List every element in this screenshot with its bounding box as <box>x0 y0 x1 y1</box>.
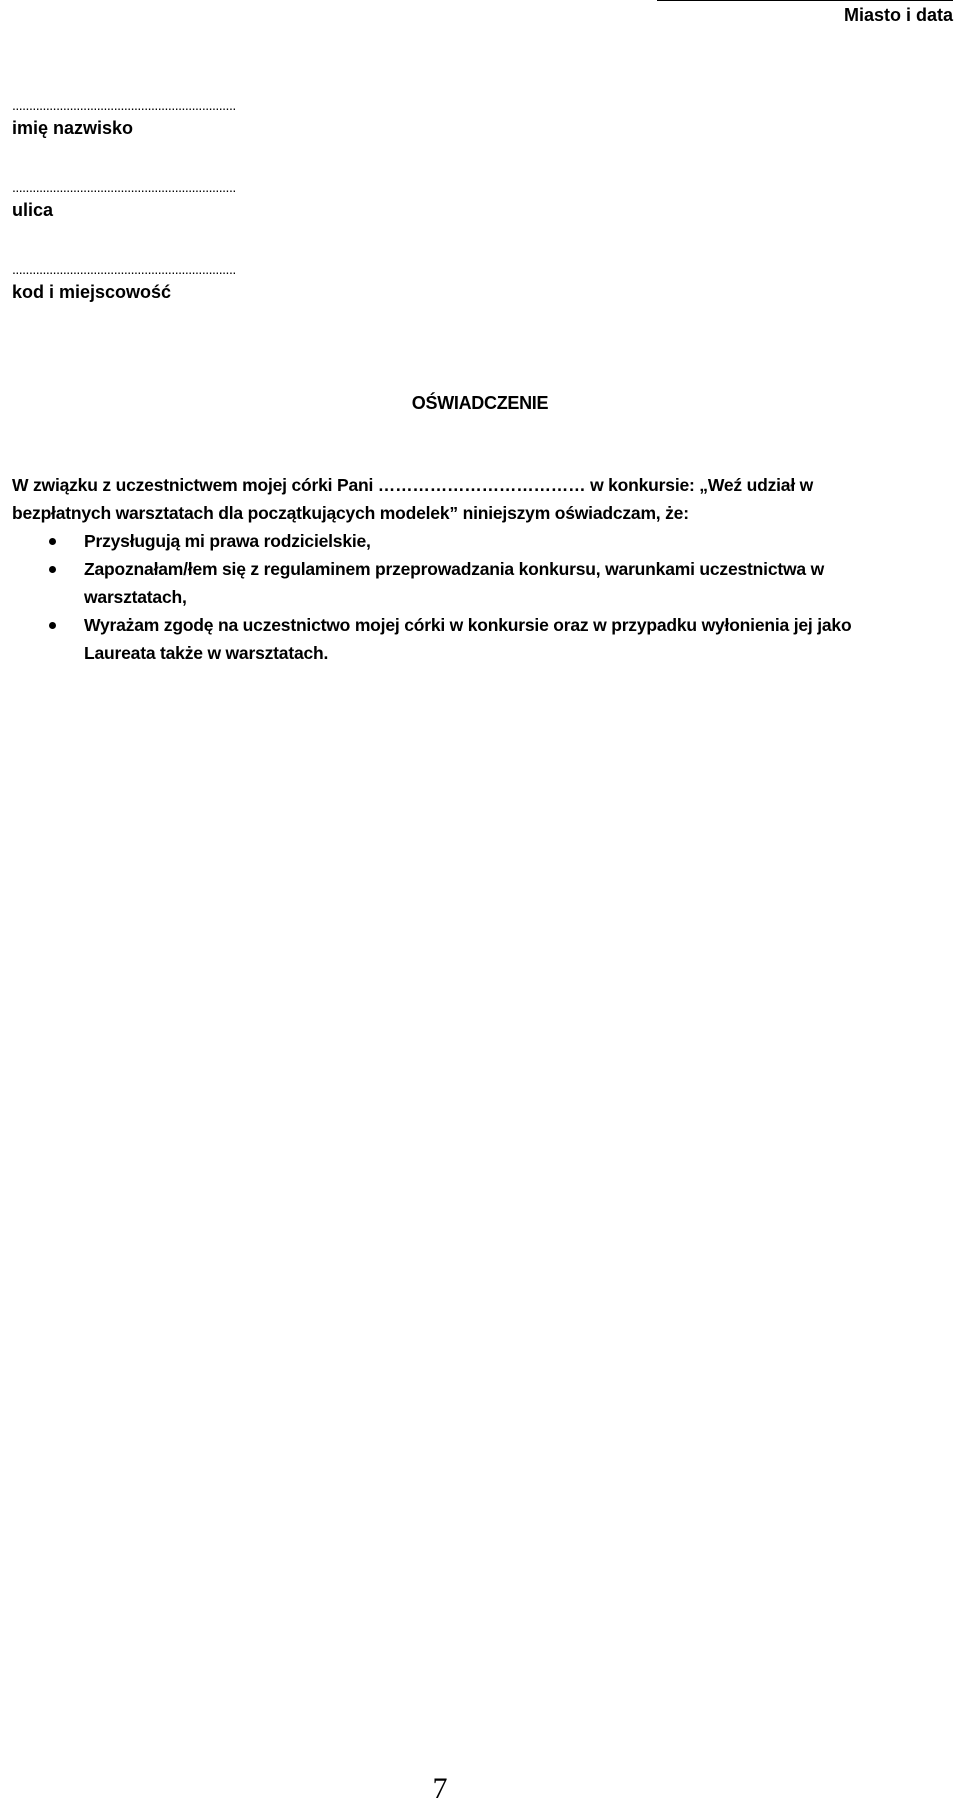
name-label: imię nazwisko <box>12 118 134 138</box>
list-item <box>12 555 912 611</box>
list-item <box>12 611 912 667</box>
postal-city-field <box>12 262 272 303</box>
name-field <box>12 98 272 139</box>
bullet-icon <box>49 622 56 629</box>
statement-list <box>12 527 912 667</box>
statement-intro: W związku z uczestnictwem mojej córki Pani ……………………………… w konkursie: „Weź udział w bezpłatnych warsztatach dla początkujących modelek” niniejszym oświadczam, że: <box>12 475 814 523</box>
page-number: 7 <box>432 1772 448 1805</box>
list-item-text: Przysługują mi prawa rodzicielskie, <box>84 531 371 551</box>
street-label: ulica <box>12 200 54 220</box>
bullet-icon <box>49 566 56 573</box>
list-item <box>12 527 912 555</box>
street-dotted-line: .................................................................. <box>12 180 236 194</box>
name-dotted-line: .................................................................. <box>12 98 236 112</box>
statement-title: OŚWIADCZENIE <box>411 393 549 413</box>
bullet-icon <box>49 538 56 545</box>
place-date-label: Miasto i data <box>657 0 953 26</box>
postal-city-dotted-line: .................................................................. <box>12 262 236 276</box>
list-item-text: Wyrażam zgodę na uczestnictwo mojej córki w konkursie oraz w przypadku wyłonienia jej jako Laureata także w warsztatach. <box>84 615 852 663</box>
list-item-text: Zapoznałam/łem się z regulaminem przeprowadzania konkursu, warunkami uczestnictwa w warsztatach, <box>84 559 825 607</box>
postal-city-label: kod i miejscowość <box>12 282 172 302</box>
statement-body <box>12 471 912 667</box>
street-field <box>12 180 272 221</box>
